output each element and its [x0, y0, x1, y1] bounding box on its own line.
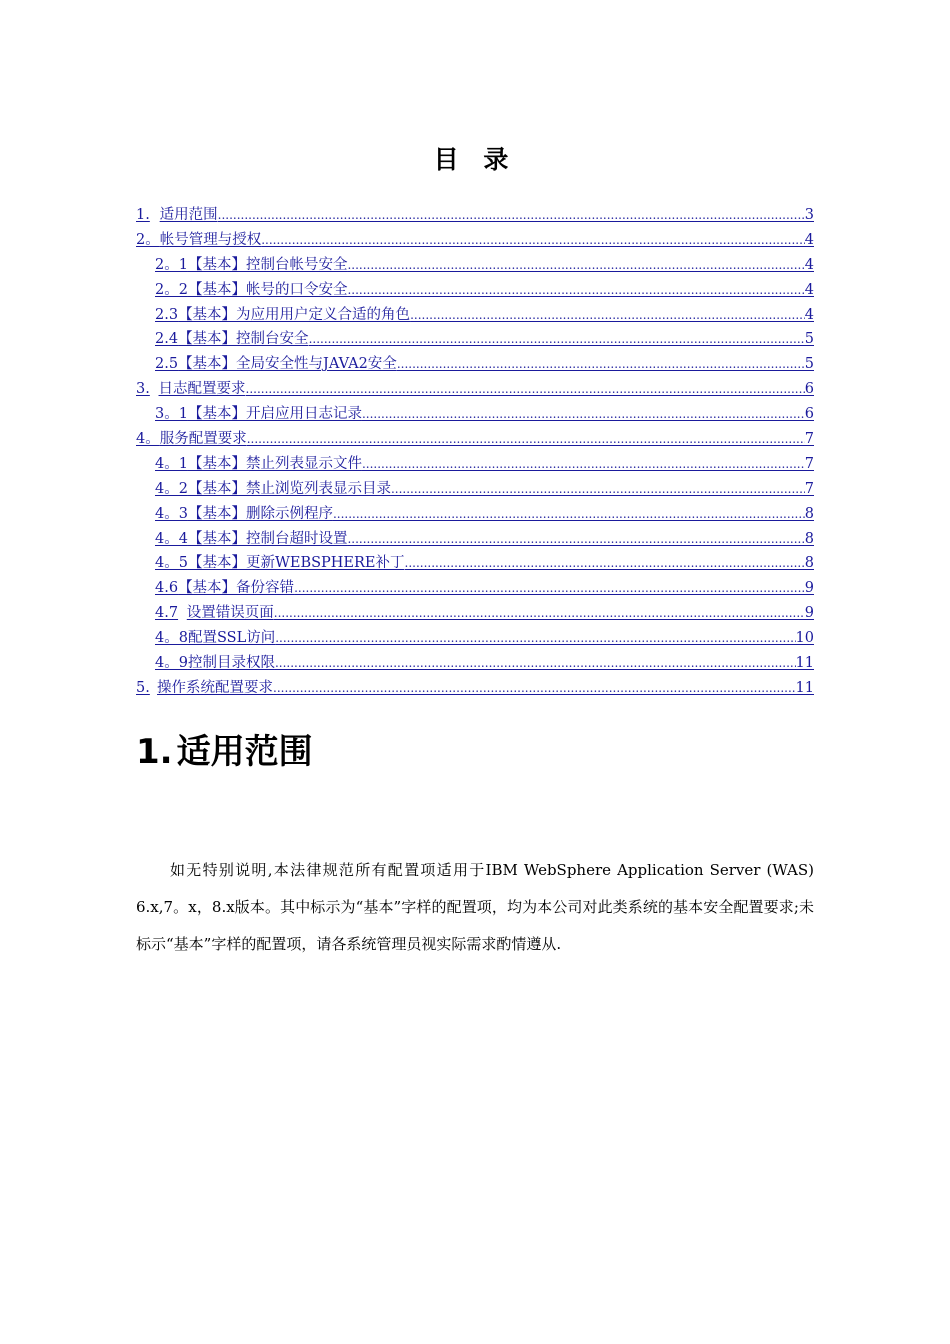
toc-entry-number: 4。: [136, 431, 160, 448]
toc-leader-dots: [294, 576, 805, 601]
toc-leader-dots: [391, 477, 805, 502]
toc-entry-number: 4。1: [155, 455, 188, 472]
toc-title: 目 录: [433, 145, 517, 174]
toc-leader-dots: [410, 303, 805, 328]
toc-entry-4-5[interactable]: [136, 551, 814, 576]
toc-entry-page: 10: [795, 630, 814, 647]
toc-entry-page: 4: [804, 231, 814, 248]
toc-leader-dots: [405, 551, 805, 576]
toc-entry-2-2[interactable]: [136, 278, 814, 303]
toc-entry-4-4[interactable]: [136, 527, 814, 552]
toc-leader-dots: [362, 452, 805, 477]
toc-leader-dots: [362, 402, 805, 427]
toc-leader-dots: [333, 502, 805, 527]
toc-entry-page: 3: [804, 207, 814, 223]
toc-entry-5[interactable]: [136, 676, 814, 701]
toc-entry-page: 11: [795, 655, 814, 672]
toc-entry-number: 2.5: [155, 356, 179, 373]
toc-entry-text: 操作系统配置要求: [157, 679, 274, 696]
toc-entry-text: 设置错误页面: [186, 605, 274, 622]
toc-entry-text: 服务配置要求: [159, 431, 247, 448]
toc-entry-3[interactable]: [136, 377, 814, 402]
toc-entry-2-5[interactable]: [136, 352, 814, 377]
toc-entry-page: 4: [804, 306, 814, 323]
toc-entry-number: 3。1: [155, 406, 188, 423]
toc-entry-number: 4。2: [155, 480, 188, 497]
toc-entry-2-1[interactable]: [136, 253, 814, 278]
toc-entry-number: 4。5: [155, 555, 188, 572]
toc-entry-4-2[interactable]: [136, 477, 814, 502]
toc-entry-text: 适用范围: [159, 207, 218, 223]
toc-entry-4-3[interactable]: [136, 502, 814, 527]
toc-leader-dots: [218, 203, 805, 228]
toc-leader-dots: [246, 377, 805, 402]
toc-entry-text: 配置SSL访问: [187, 630, 276, 647]
toc-entry-text: 【基本】为应用用户定义合适的角色: [178, 306, 411, 323]
toc-entry-text: 帐号管理与授权: [159, 231, 262, 248]
toc-entry-page: 9: [804, 605, 814, 622]
toc-entry-text: 【基本】更新WEBSPHERE补丁: [187, 555, 405, 572]
toc-leader-dots: [397, 352, 805, 377]
toc-entry-number: 4。3: [155, 505, 188, 522]
toc-leader-dots: [275, 626, 795, 651]
toc-entry-number: 4。9: [155, 655, 188, 672]
toc-entry-text: 【基本】控制台帐号安全: [187, 256, 348, 273]
toc-entry-number: 4.7: [155, 605, 179, 622]
toc-entry-1[interactable]: [136, 203, 814, 228]
toc-entry-number: 4.6: [155, 580, 179, 597]
toc-leader-dots: [347, 527, 804, 552]
toc-entry-number: 2.4: [155, 331, 179, 348]
toc-entry-4-7[interactable]: [136, 601, 814, 626]
toc-entry-text: 【基本】控制台超时设置: [187, 530, 348, 547]
table-of-contents: [136, 203, 814, 701]
toc-entry-2-3[interactable]: [136, 303, 814, 328]
toc-entry-2-4[interactable]: [136, 327, 814, 352]
toc-entry-text: 【基本】控制台安全: [178, 331, 309, 348]
section-number: 1.: [136, 732, 173, 772]
toc-entry-page: 4: [804, 256, 814, 273]
toc-entry-text: 控制目录权限: [187, 655, 275, 672]
toc-entry-number: 2。2: [155, 281, 188, 298]
toc-entry-4-1[interactable]: [136, 452, 814, 477]
toc-entry-number: 5.: [136, 679, 150, 696]
toc-leader-dots: [273, 676, 796, 701]
toc-entry-page: 11: [795, 679, 814, 696]
toc-entry-page: 5: [804, 356, 814, 373]
section-heading: [136, 728, 313, 776]
toc-entry-4-9[interactable]: [136, 651, 814, 676]
toc-entry-page: 9: [804, 580, 814, 597]
toc-leader-dots: [247, 427, 805, 452]
toc-entry-page: 7: [804, 455, 814, 472]
toc-entry-text: 日志配置要求: [158, 381, 246, 398]
toc-entry-text: 【基本】帐号的口令安全: [187, 281, 348, 298]
toc-leader-dots: [261, 228, 805, 253]
toc-entry-number: 4。8: [155, 630, 188, 647]
toc-entry-4[interactable]: [136, 427, 814, 452]
toc-leader-dots: [347, 278, 804, 303]
toc-leader-dots: [309, 327, 805, 352]
toc-leader-dots: [274, 601, 805, 626]
toc-entry-page: 7: [804, 480, 814, 497]
toc-entry-number: 2。: [136, 231, 160, 248]
toc-entry-number: 3.: [136, 381, 150, 398]
toc-entry-page: 6: [804, 406, 814, 423]
toc-entry-text: 【基本】禁止浏览列表显示目录: [187, 480, 391, 497]
body-paragraph: 如无特别说明,本法律规范所有配置项适用于IBM WebSphere Application Server (WAS) 6.x,7。x，8.x版本。其中标示为“基本”字样的配置项，均为本公司对此类系统的基本安全配置要求;未标示“基本”字样的配置项，请各系统管理员视实际需求酌情遵从.: [136, 861, 814, 953]
section-title: 适用范围: [176, 732, 313, 772]
toc-entry-page: 8: [804, 505, 814, 522]
toc-entry-number: 1.: [136, 207, 150, 223]
toc-entry-page: 4: [804, 281, 814, 298]
toc-leader-dots: [347, 253, 804, 278]
toc-entry-number: 2.3: [155, 306, 179, 323]
toc-entry-text: 【基本】全局安全性与JAVA2安全: [178, 356, 397, 373]
toc-entry-text: 【基本】备份容错: [178, 580, 295, 597]
toc-entry-3-1[interactable]: [136, 402, 814, 427]
toc-entry-page: 7: [804, 431, 814, 448]
toc-entry-page: 5: [804, 331, 814, 348]
toc-entry-4-6[interactable]: [136, 576, 814, 601]
toc-entry-number: 2。1: [155, 256, 188, 273]
toc-leader-dots: [275, 651, 796, 676]
toc-entry-page: 8: [804, 530, 814, 547]
toc-entry-number: 4。4: [155, 530, 188, 547]
toc-entry-page: 8: [804, 555, 814, 572]
toc-entry-2[interactable]: [136, 228, 814, 253]
toc-entry-page: 6: [804, 381, 814, 398]
toc-entry-text: 【基本】开启应用日志记录: [187, 406, 362, 423]
toc-entry-4-8[interactable]: [136, 626, 814, 651]
toc-entry-text: 【基本】禁止列表显示文件: [187, 455, 362, 472]
toc-entry-text: 【基本】删除示例程序: [187, 505, 333, 522]
